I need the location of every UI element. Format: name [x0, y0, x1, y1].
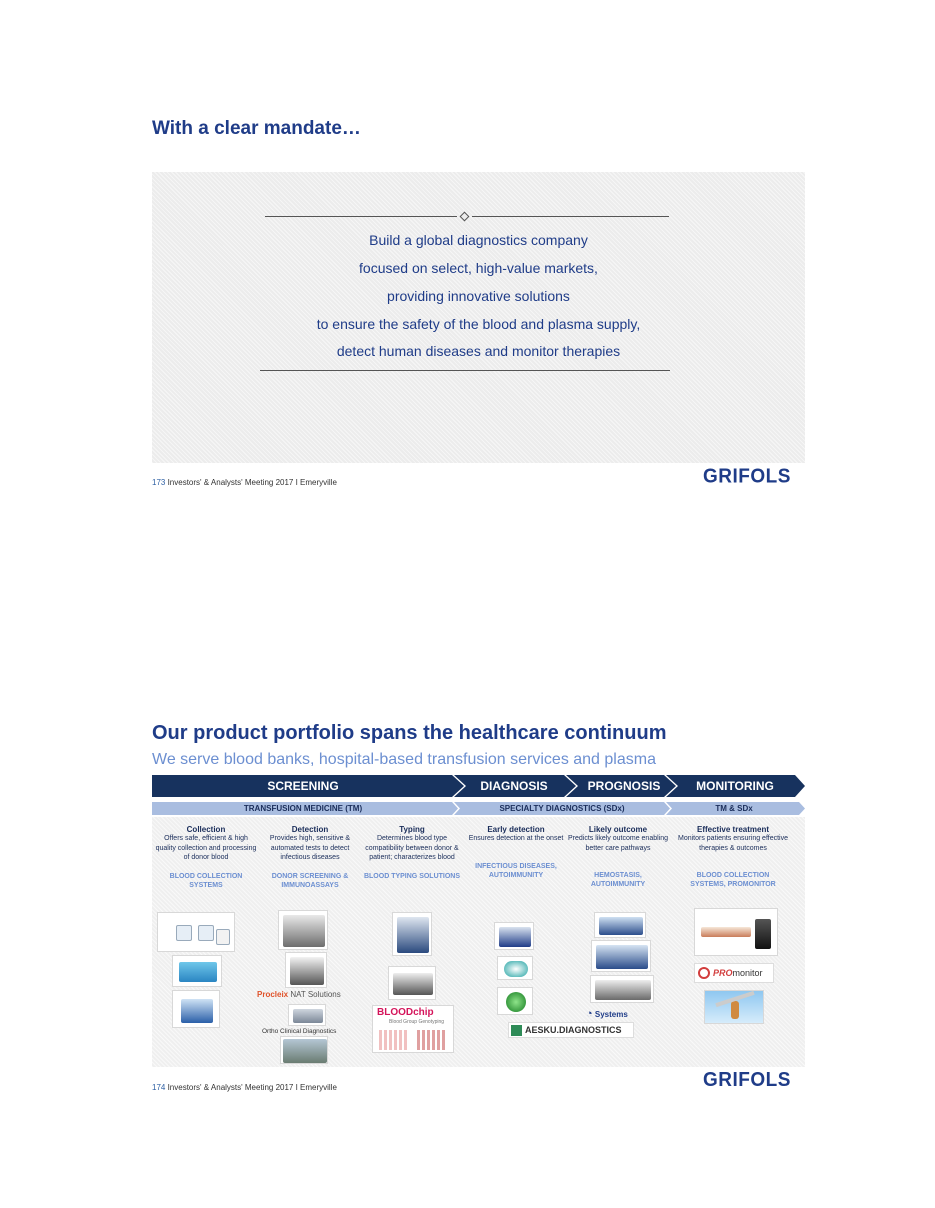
page-number: 174 — [152, 1083, 166, 1092]
footer-text: Investors' & Analysts' Meeting 2017 I Emeryville — [165, 1083, 337, 1092]
stage-monitoring: MONITORING — [696, 779, 774, 793]
stage-screening: SCREENING — [267, 779, 339, 793]
area-sdx: SPECIALTY DIAGNOSTICS (SDx) — [499, 804, 625, 813]
mandate-line: to ensure the safety of the blood and plasma supply, — [316, 316, 641, 332]
column-title: Effective treatment — [696, 825, 770, 834]
mandate-line: focused on select, high-value markets, — [359, 260, 598, 276]
ortho-logo: Ortho Clinical Diagnostics — [262, 1028, 337, 1035]
column-desc: Determines blood type compatibility between donor & patient; characterizes blood — [365, 835, 459, 861]
slide2-footer — [152, 1083, 337, 1092]
mandate-line: Build a global diagnostics company — [369, 232, 588, 248]
column-category: HEMOSTASIS, AUTOIMMUNITY — [590, 872, 646, 888]
coagulation-analyzer-image — [591, 940, 651, 972]
column-desc: Offers safe, efficient & high quality collection and processing of donor blood — [155, 835, 257, 861]
mandate-rule-top-left — [265, 216, 457, 217]
bloodchip-subtitle: Blood Group Genotyping — [389, 1019, 445, 1025]
aesku-logo-text: AESKU.DIAGNOSTICS — [525, 1025, 622, 1035]
column-desc: Monitors patients ensuring effective therapies & outcomes — [678, 835, 788, 852]
slide1-title: With a clear mandate… — [152, 118, 361, 139]
panther-system-image — [285, 952, 327, 988]
infectious-analyzer-image — [494, 922, 534, 950]
column-title: Likely outcome — [588, 825, 648, 834]
promonitor-logo-text: PROmonitor — [713, 968, 763, 978]
promonitor-logo — [694, 963, 774, 983]
typing-analyzer-image — [392, 912, 432, 956]
bloodchip-card — [372, 1005, 454, 1053]
immunoassay-device-image — [288, 1004, 326, 1026]
column-detection — [260, 825, 360, 890]
stage-prognosis: PROGNOSIS — [587, 779, 661, 793]
column-title: Detection — [291, 825, 329, 834]
page-number: 173 — [152, 478, 166, 487]
grifols-logo: GRIFOLS — [703, 465, 791, 488]
mandate-line: providing innovative solutions — [387, 288, 570, 304]
mandate-rule-top-right — [472, 216, 669, 217]
column-desc: Ensures detection at the onset — [468, 835, 564, 842]
slide2-subtitle: We serve blood banks, hospital-based transfusion services and plasma — [152, 751, 656, 768]
column-category: INFECTIOUS DISEASES, AUTOIMMUNITY — [475, 862, 557, 879]
column-title: Early detection — [487, 825, 545, 834]
hemostasis-analyzer-image — [594, 912, 646, 938]
autoimmunity-analyzer-image — [590, 975, 654, 1003]
promonitor-logo-icon — [698, 967, 710, 979]
aesku-logo — [508, 1022, 634, 1038]
typing-instrument-image — [388, 966, 436, 1000]
reader-device-image — [497, 956, 533, 980]
blood-bag-system-image — [157, 912, 235, 952]
green-device-image — [497, 987, 533, 1015]
blood-mixer-image — [172, 990, 220, 1028]
bloodchip-logo: BLOODchip — [377, 1007, 434, 1018]
area-tm: TRANSFUSION MEDICINE (TM) — [243, 804, 363, 813]
q-logo-icon: ◔ — [586, 1008, 593, 1020]
column-category: BLOOD TYPING SOLUTIONS — [363, 872, 461, 880]
procleix-logo: Procleix NAT Solutions — [257, 990, 341, 999]
stage-diagnosis: DIAGNOSIS — [480, 779, 548, 793]
facility-image — [280, 1036, 328, 1064]
column-collection — [155, 825, 257, 890]
column-early-detection — [466, 825, 566, 880]
column-title: Collection — [186, 825, 226, 834]
column-category: DONOR SCREENING & IMMUNOASSAYS — [271, 872, 349, 889]
column-category: BLOOD COLLECTION SYSTEMS, PROMONITOR — [690, 872, 776, 888]
slide1-footer — [152, 478, 337, 487]
aesku-logo-icon — [511, 1025, 522, 1036]
screening-analyzer-image — [278, 910, 328, 950]
monitoring-kit-image — [694, 908, 778, 956]
collection-device-image — [172, 955, 222, 987]
patient-image — [704, 990, 764, 1024]
column-effective-treatment — [678, 825, 788, 889]
column-typing — [362, 825, 462, 881]
footer-text: Investors' & Analysts' Meeting 2017 I Emeryville — [165, 478, 337, 487]
grifols-logo: GRIFOLS — [703, 1069, 791, 1092]
mandate-rule-bottom — [260, 370, 670, 371]
area-tm-sdx: TM & SDx — [715, 804, 753, 813]
systems-logo: ◔ Systems — [586, 1008, 628, 1020]
mandate-line: detect human diseases and monitor therapies — [336, 343, 621, 359]
column-category: BLOOD COLLECTION SYSTEMS — [169, 872, 243, 889]
slide2-title: Our product portfolio spans the healthcare continuum — [152, 722, 667, 744]
column-title: Typing — [399, 825, 425, 834]
column-desc: Provides high, sensitive & automated tests to detect infectious diseases — [269, 835, 351, 861]
column-likely-outcome — [568, 825, 668, 889]
column-desc: Predicts likely outcome enabling better care pathways — [568, 835, 668, 852]
